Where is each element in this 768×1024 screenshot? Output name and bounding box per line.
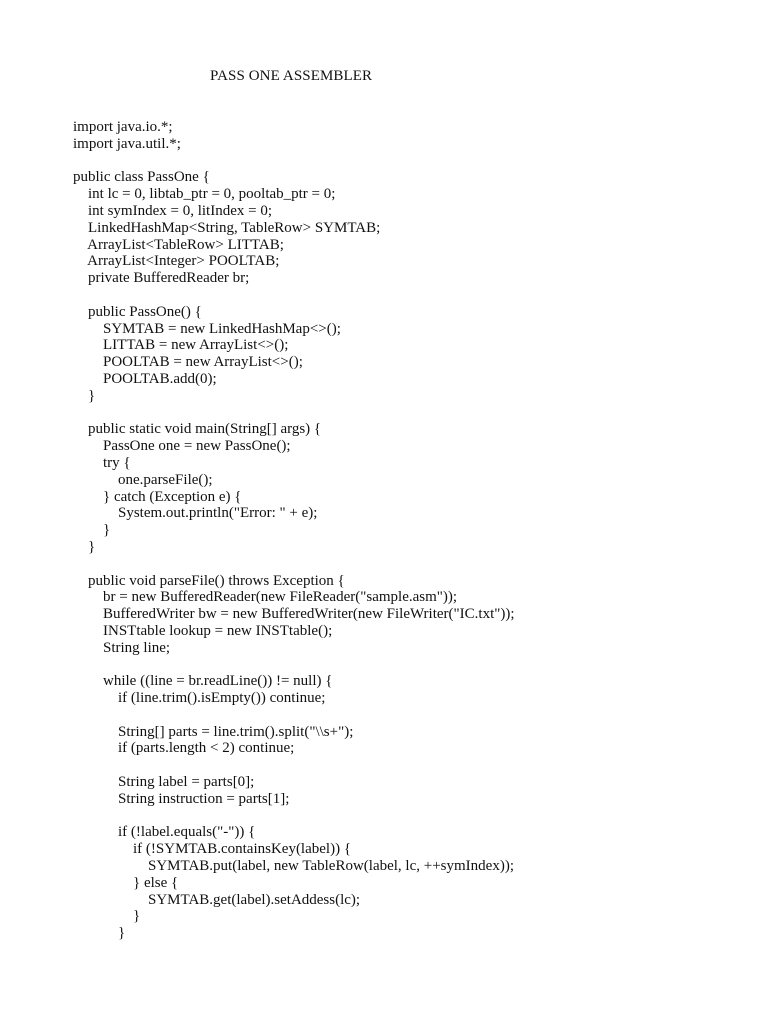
code-line: SYMTAB.get(label).setAddess(lc); <box>73 891 361 908</box>
code-line: br = new BufferedReader(new FileReader("sample.asm")); <box>73 589 458 606</box>
code-line: import java.util.*; <box>73 135 181 152</box>
code-line: one.parseFile(); <box>73 471 213 488</box>
code-line: if (!SYMTAB.containsKey(label)) { <box>73 841 352 858</box>
code-line: String line; <box>73 639 171 656</box>
code-line: } catch (Exception e) { <box>73 488 242 505</box>
code-line: } <box>73 908 141 925</box>
code-line: } <box>73 387 96 404</box>
code-line <box>73 556 753 573</box>
code-line: if (!label.equals("-")) { <box>73 824 256 841</box>
code-line: } <box>73 522 111 539</box>
code-line <box>73 808 753 825</box>
code-line <box>73 757 753 774</box>
code-line: String instruction = parts[1]; <box>73 790 290 807</box>
code-line: String label = parts[0]; <box>73 774 255 791</box>
code-block <box>73 119 753 942</box>
code-line <box>73 153 753 170</box>
code-line: int symIndex = 0, litIndex = 0; <box>73 202 272 219</box>
code-line: SYMTAB.put(label, new TableRow(label, lc, ++symIndex)); <box>73 858 514 875</box>
code-line: try { <box>73 454 131 471</box>
code-line: INSTtable lookup = new INSTtable(); <box>73 622 333 639</box>
code-line: SYMTAB = new LinkedHashMap<>(); <box>73 320 341 337</box>
code-line: } <box>73 538 96 555</box>
code-line <box>73 707 753 724</box>
code-line: public static void main(String[] args) { <box>73 421 322 438</box>
code-line: System.out.println("Error: " + e); <box>73 505 318 522</box>
code-line: PassOne one = new PassOne(); <box>73 438 291 455</box>
code-line: ArrayList<TableRow> LITTAB; <box>73 236 284 253</box>
code-line: public class PassOne { <box>73 169 210 186</box>
code-line: private BufferedReader br; <box>73 270 250 287</box>
code-line: LITTAB = new ArrayList<>(); <box>73 337 289 354</box>
code-line: ArrayList<Integer> POOLTAB; <box>73 253 280 270</box>
code-line: } else { <box>73 874 179 891</box>
code-line: while ((line = br.readLine()) != null) { <box>73 673 333 690</box>
code-line: public void parseFile() throws Exception { <box>73 572 345 589</box>
code-line: if (line.trim().isEmpty()) continue; <box>73 690 326 707</box>
code-line: POOLTAB = new ArrayList<>(); <box>73 354 303 371</box>
code-line: BufferedWriter bw = new BufferedWriter(new FileWriter("IC.txt")); <box>73 606 515 623</box>
code-line <box>73 657 753 674</box>
document-title: PASS ONE ASSEMBLER <box>210 68 373 84</box>
code-line <box>73 405 753 422</box>
code-line: int lc = 0, libtab_ptr = 0, pooltab_ptr = 0; <box>73 186 336 203</box>
code-line: import java.io.*; <box>73 119 173 135</box>
code-line <box>73 287 753 304</box>
code-line: POOLTAB.add(0); <box>73 370 217 387</box>
code-line: public PassOne() { <box>73 303 202 320</box>
code-line: String[] parts = line.trim().split("\\s+"); <box>73 723 354 740</box>
code-line: if (parts.length < 2) continue; <box>73 740 295 757</box>
code-line: LinkedHashMap<String, TableRow> SYMTAB; <box>73 219 381 236</box>
code-line: } <box>73 925 126 942</box>
